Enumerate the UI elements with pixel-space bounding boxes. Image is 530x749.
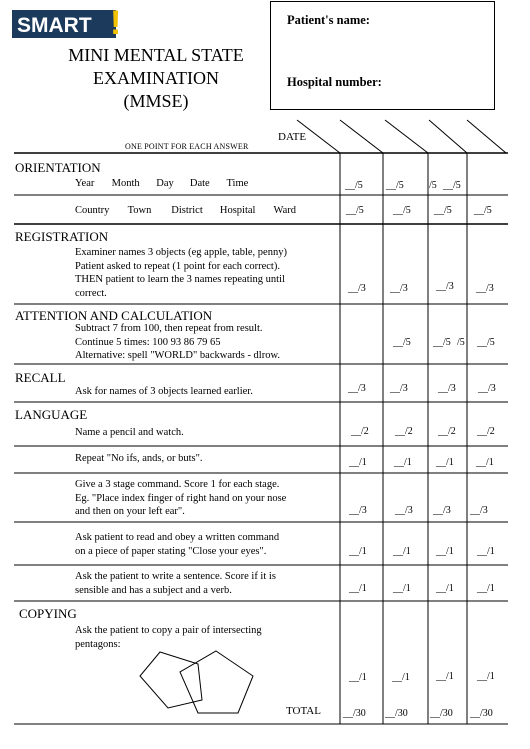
score-field[interactable]: __/1 — [436, 583, 454, 594]
patient-name-label: Patient's name: — [287, 13, 370, 27]
score-field[interactable]: __/5 — [393, 205, 411, 216]
score-field[interactable]: __/5 — [477, 337, 495, 348]
score-field[interactable]: __/1 — [394, 457, 412, 468]
title-line-1: MINI MENTAL STATE — [68, 45, 244, 65]
hospital-number-label: Hospital number: — [287, 75, 382, 89]
score-field[interactable]: __/5 — [346, 205, 364, 216]
orientation-item: Day — [156, 178, 174, 189]
score-field[interactable]: __/1 — [349, 457, 367, 468]
language-item-4: Ask patient to read and obey a written command on a piece of paper stating "Close your eyes". — [75, 532, 280, 557]
score-field[interactable]: /5 — [429, 180, 437, 191]
score-field[interactable]: __/2 — [395, 426, 413, 437]
total-label: TOTAL — [286, 705, 321, 717]
language-item-2: Repeat "No ifs, ands, or buts". — [75, 453, 203, 464]
total-score-field[interactable]: __/30 — [430, 708, 453, 719]
score-field[interactable]: __/3 — [390, 383, 408, 394]
score-field[interactable]: __/5 — [386, 180, 404, 191]
score-field[interactable]: __/1 — [349, 583, 367, 594]
score-field[interactable]: __/5 — [433, 337, 451, 348]
language-heading: LANGUAGE — [15, 407, 88, 422]
score-field[interactable]: __/3 — [348, 283, 366, 294]
score-field[interactable]: __/1 — [393, 583, 411, 594]
score-field[interactable]: __/3 — [433, 505, 451, 516]
title-line-3: (MMSE) — [123, 91, 189, 111]
score-field[interactable]: __/5 — [434, 205, 452, 216]
total-score-field[interactable]: __/30 — [343, 708, 366, 719]
orientation-row-2 — [75, 204, 296, 218]
date-label: DATE — [278, 131, 307, 143]
score-field[interactable]: __/1 — [477, 583, 495, 594]
score-field[interactable]: __/1 — [393, 546, 411, 557]
language-item-1: Name a pencil and watch. — [75, 427, 184, 438]
logo-mark: ! — [110, 6, 122, 40]
orientation-item: Country — [75, 205, 110, 216]
score-field[interactable]: __/3 — [478, 383, 496, 394]
orientation-heading: ORIENTATION — [15, 160, 101, 175]
score-field[interactable]: __/1 — [477, 671, 495, 682]
score-field[interactable]: __/1 — [436, 457, 454, 468]
score-field[interactable]: __/3 — [395, 505, 413, 516]
score-field[interactable]: __/3 — [438, 383, 456, 394]
score-field[interactable]: __/3 — [476, 283, 494, 294]
total-score-field[interactable]: __/30 — [385, 708, 408, 719]
score-field[interactable]: __/1 — [436, 671, 454, 682]
score-field[interactable]: __/2 — [477, 426, 495, 437]
score-field[interactable]: __/2 — [351, 426, 369, 437]
orientation-item: Time — [226, 178, 249, 189]
logo-text: SMART — [17, 14, 92, 37]
language-item-3: Give a 3 stage command. Score 1 for each stage. Eg. "Place index finger of right hand on your nose and then on your left ear". — [75, 479, 287, 518]
score-field[interactable]: __/2 — [438, 426, 456, 437]
score-field[interactable]: __/3 — [349, 505, 367, 516]
orientation-item: Ward — [273, 205, 296, 216]
score-field[interactable]: __/1 — [349, 672, 367, 683]
score-field[interactable]: __/3 — [436, 281, 454, 292]
score-field[interactable]: __/3 — [390, 283, 408, 294]
registration-text: Examiner names 3 objects (eg apple, table, penny) Patient asked to repeat (1 point for each correct). THEN patient to learn the 3 names repeating until correct. — [75, 247, 287, 299]
orientation-item: Date — [189, 178, 210, 189]
score-field[interactable]: /5 — [457, 337, 465, 348]
score-field[interactable]: __/5 — [474, 205, 492, 216]
orientation-item: District — [171, 205, 203, 216]
score-field[interactable]: __/1 — [476, 457, 494, 468]
language-item-5: Ask the patient to write a sentence. Score if it is sensible and has a subject and a verb. — [75, 571, 276, 596]
recall-heading: RECALL — [15, 370, 66, 385]
score-field[interactable]: __/3 — [470, 505, 488, 516]
recall-text: Ask for names of 3 objects learned earlier. — [75, 386, 253, 397]
one-point-note: ONE POINT FOR EACH ANSWER — [125, 142, 249, 151]
title-line-2: EXAMINATION — [93, 68, 219, 88]
copying-heading: COPYING — [19, 606, 77, 621]
score-field[interactable]: __/5 — [393, 337, 411, 348]
score-field[interactable]: __/1 — [477, 546, 495, 557]
orientation-item: Town — [127, 205, 152, 216]
total-score-field[interactable]: __/30 — [470, 708, 493, 719]
attention-text: Subtract 7 from 100, then repeat from result. Continue 5 times: 100 93 86 79 65 Alternative: spell "WORLD" backwards - dlrow. — [75, 323, 281, 362]
score-field[interactable]: __/5 — [345, 180, 363, 191]
orientation-row-1 — [75, 177, 248, 191]
attention-heading: ATTENTION AND CALCULATION — [15, 308, 213, 323]
registration-heading: REGISTRATION — [15, 229, 109, 244]
score-field[interactable]: __/1 — [436, 546, 454, 557]
score-field[interactable]: __/1 — [349, 546, 367, 557]
score-field[interactable]: __/1 — [392, 672, 410, 683]
copying-text: Ask the patient to copy a pair of intersecting pentagons: — [75, 625, 262, 650]
orientation-item: Month — [111, 178, 140, 189]
score-field[interactable]: __/3 — [348, 383, 366, 394]
score-field[interactable]: __/5 — [443, 180, 461, 191]
orientation-item: Hospital — [219, 205, 256, 216]
orientation-item: Year — [75, 178, 95, 189]
